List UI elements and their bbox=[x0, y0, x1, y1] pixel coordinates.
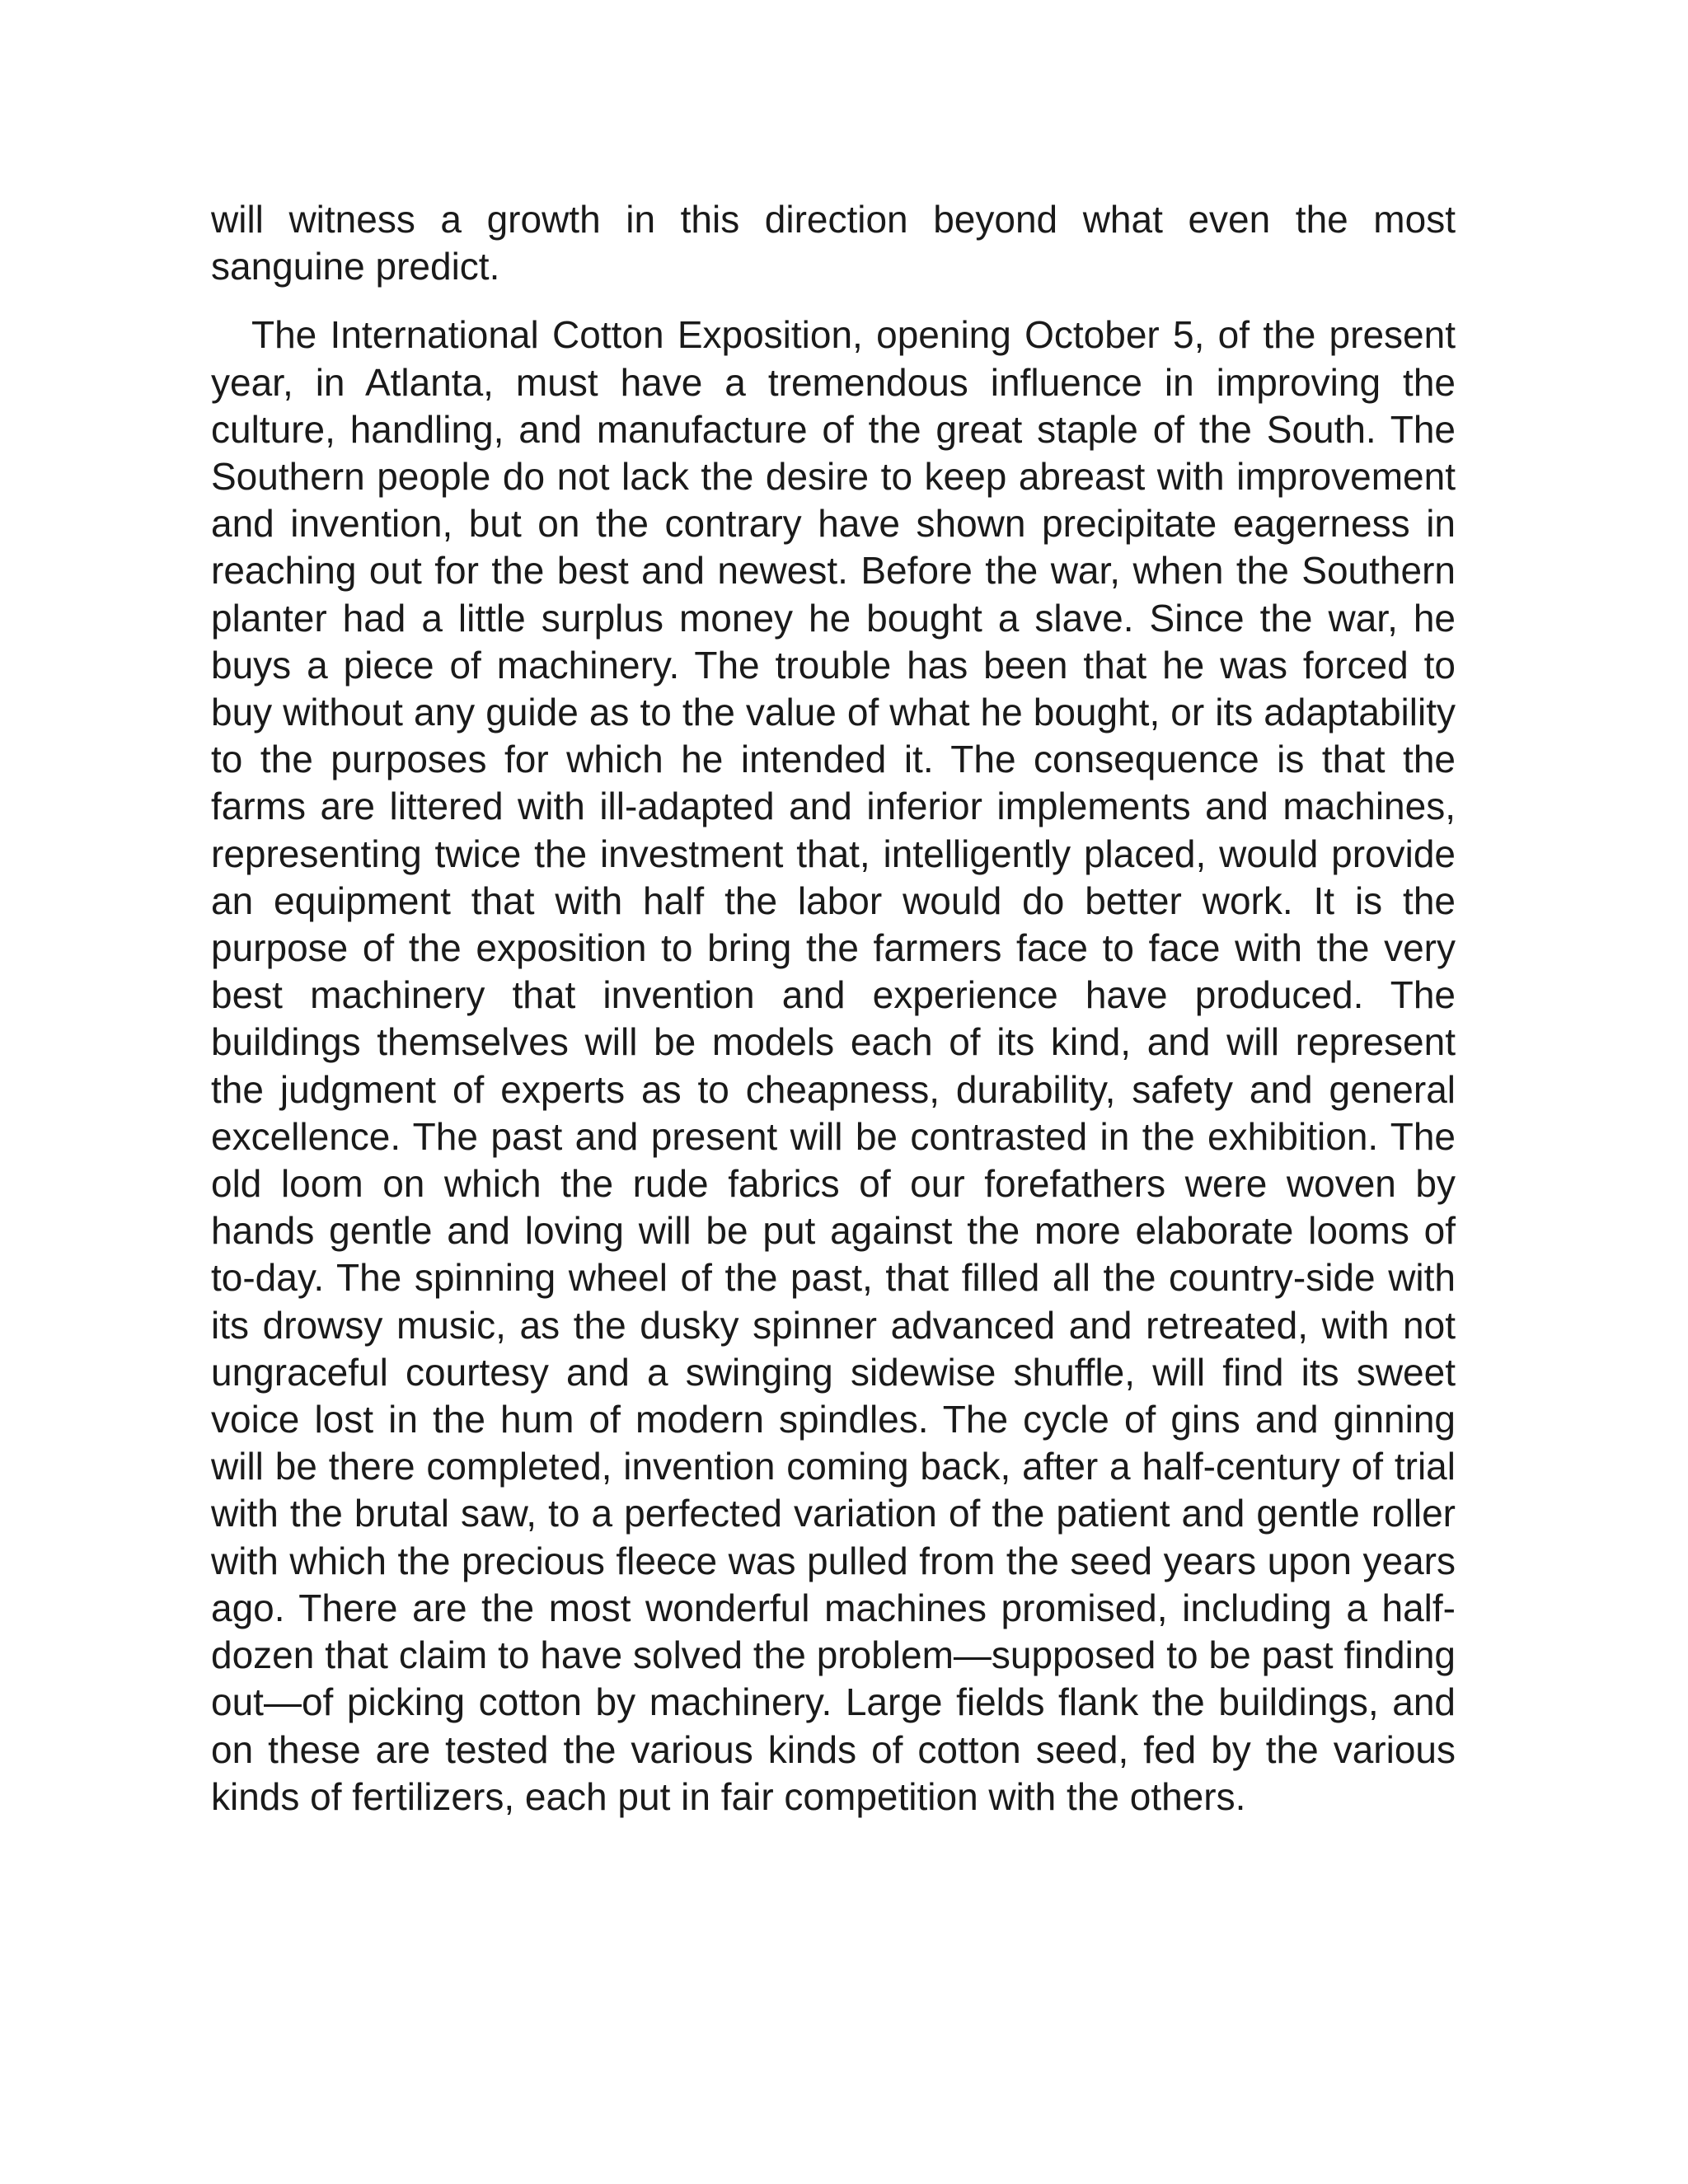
paragraph-continued: will witness a growth in this direction beyond what even the most sanguine predict. bbox=[211, 198, 1456, 288]
document-page bbox=[211, 196, 1456, 1821]
paragraph-cotton-exposition: The International Cotton Exposition, opening October 5, of the present year, in Atlanta, must have a tremendous influence in improving the culture, handling, and manufacture of the great staple of the South. The Southern people do not lack the desire to keep abreast with improvement and invention, but on the contrary have shown precipitate eagerness in reaching out for the best and newest. Before the war, when the Southern planter had a little surplus money he bought a slave. Since the war, he buys a piece of machinery. The trouble has been that he was forced to buy without any guide as to the value of what he bought, or its adaptability to the purposes for which he intended it. The consequence is that the farms are littered with ill-adapted and inferior implements and machines, representing twice the investment that, intelligently placed, would provide an equipment that with half the labor would do better work. It is the purpose of the exposition to bring the farmers face to face with the very best machinery that invention and experience have produced. The buildings themselves will be models each of its kind, and will represent the judgment of experts as to cheapness, durability, safety and general excellence. The past and present will be contrasted in the exhibition. The old loom on which the rude fabrics of our forefathers were woven by hands gentle and loving will be put against the more elaborate looms of to-day. The spinning wheel of the past, that filled all the country-side with its drowsy music, as the dusky spinner advanced and retreated, with not ungraceful courtesy and a swinging sidewise shuffle, will find its sweet voice lost in the hum of modern spindles. The cycle of gins and ginning will be there completed, invention coming back, after a half-century of trial with the brutal saw, to a perfected variation of the patient and gentle roller with which the precious fleece was pulled from the seed years upon years ago. There are the most wonderful machines promised, including a half-dozen that claim to have solved the problem—supposed to be past finding out—of picking cotton by machinery. Large fields flank the buildings, and on these are tested the various kinds of cotton seed, fed by the various kinds of fertilizers, each put in fair competition with the others. bbox=[211, 313, 1456, 1818]
